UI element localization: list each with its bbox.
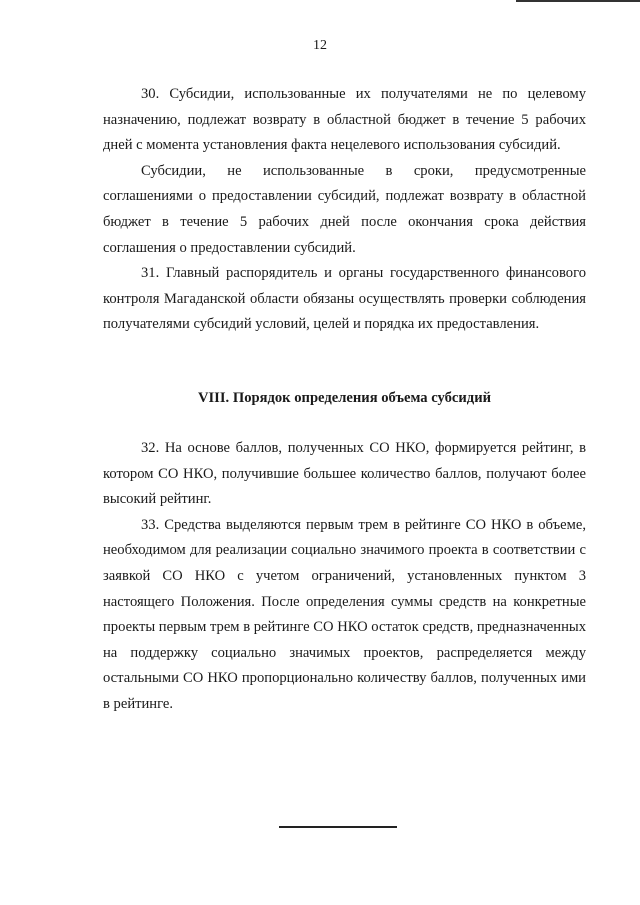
end-of-page-rule [279,826,397,828]
paragraph-30-continuation: Субсидии, не использованные в сроки, предусмотренные соглашениями о предоставлении субсидий, подлежат возврату в областной бюджет в течение 5 рабочих дней после окончания срока действия соглашения о предоставлении субсидий. [103,162,586,256]
page-number: 12 [313,38,327,53]
paragraph-32: 32. На основе баллов, полученных СО НКО, формируется рейтинг, в котором СО НКО, получившие большее количество баллов, получают более высокий рейтинг. [103,439,586,508]
paragraph-33: 33. Средства выделяются первым трем в рейтинге СО НКО в объеме, необходимом для реализации социально значимого проекта в соответствии с заявкой СО НКО с учетом ограничений, установленных пунктом 3 настоящего Положения. После определения суммы средств на конкретные проекты первым трем в рейтинге СО НКО остаток средств, предназначенных на поддержку социально значимых проектов, распределяется между остальными СО НКО пропорционально количеству баллов, полученных ими в рейтинге. [103,516,586,712]
top-edge-rule [516,0,640,2]
section-spacer [103,338,586,386]
paragraph-30: 30. Субсидии, использованные их получателями не по целевому назначению, подлежат возврату в областной бюджет в течение 5 рабочих дней с момента установления факта нецелевого использования субсидий. [103,86,586,154]
paragraph-31: 31. Главный распорядитель и органы государственного финансового контроля Магаданской области обязаны осуществлять проверки соблюдения получателями субсидий условий, целей и порядка их предоставления. [103,265,586,333]
heading-spacer [103,411,586,436]
section-heading: VIII. Порядок определения объема субсидий [197,389,492,406]
document-body [103,82,586,717]
